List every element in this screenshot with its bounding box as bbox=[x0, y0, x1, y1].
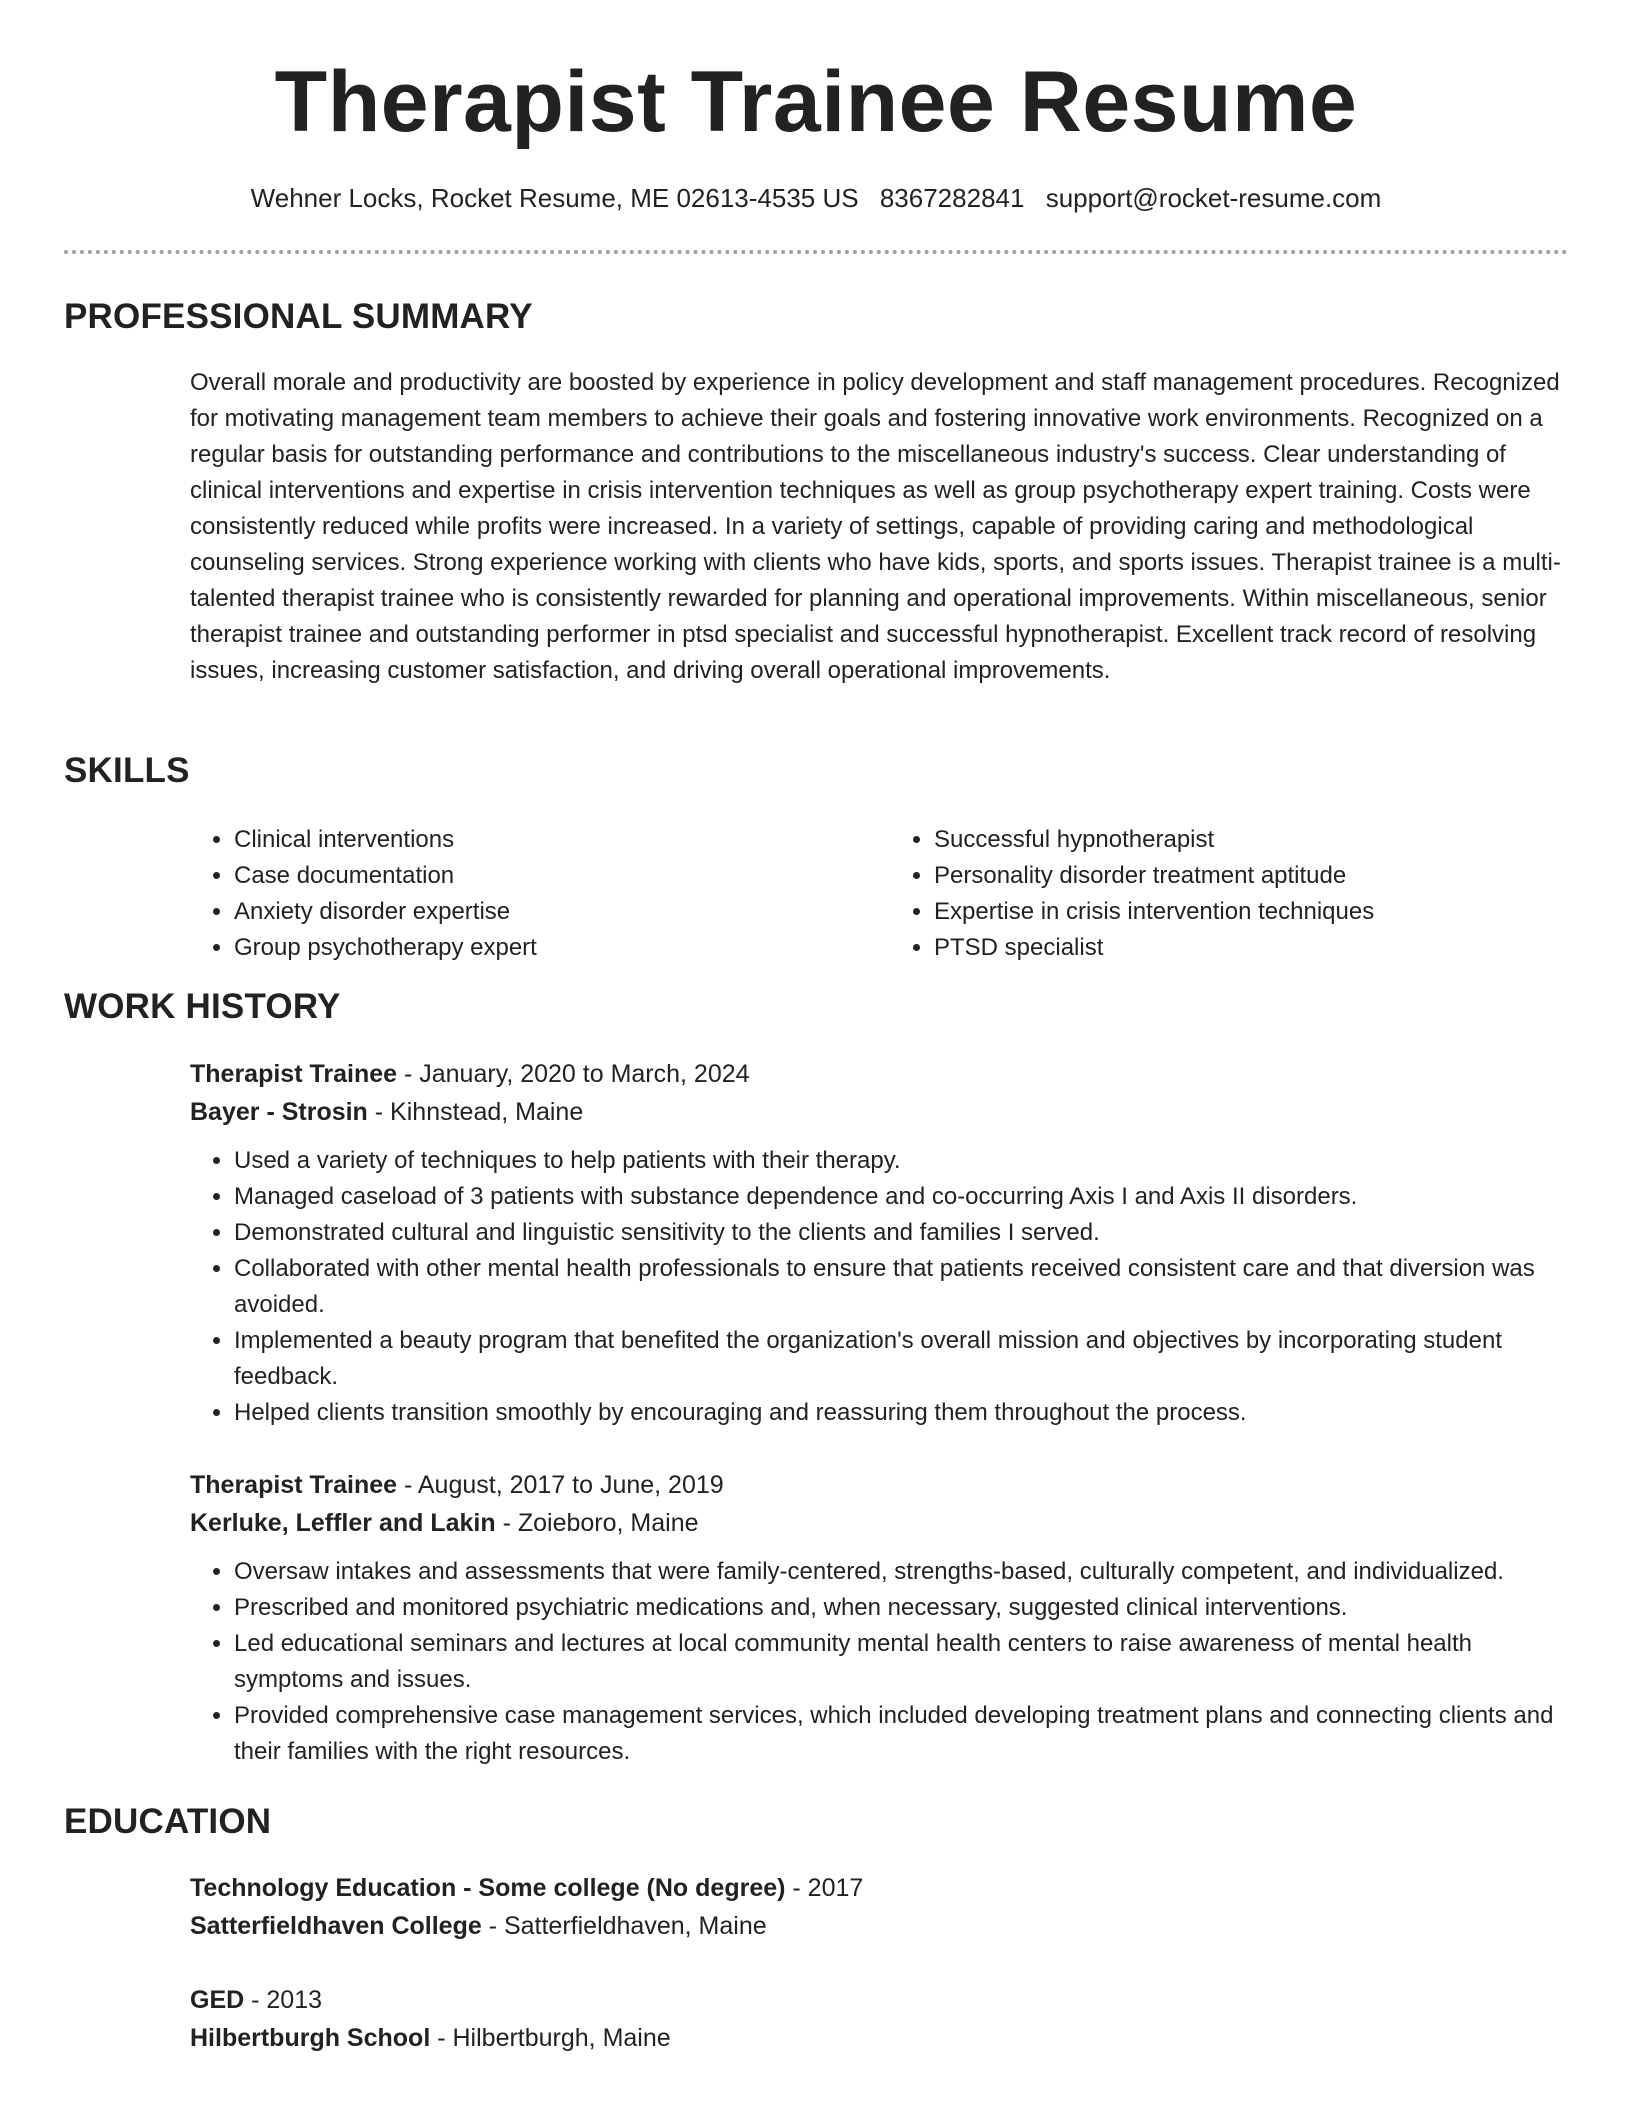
education-school: Hilbertburgh School bbox=[190, 2024, 431, 2052]
skills-column-left bbox=[190, 822, 870, 966]
work-bullet: • Helped clients transition smoothly by encouraging and reassuring them throughout the process. bbox=[234, 1395, 1570, 1431]
work-entry bbox=[190, 1055, 1570, 1431]
summary-heading: PROFESSIONAL SUMMARY bbox=[64, 297, 533, 336]
work-location: - Zoieboro, Maine bbox=[495, 1509, 699, 1537]
contact-address: Wehner Locks, Rocket Resume, ME 02613-4535 US bbox=[250, 183, 859, 213]
education-degree-line bbox=[190, 1981, 1570, 2019]
work-bullet: • Provided comprehensive case management services, which included developing treatment plans and connecting clients and their families with the right resources. bbox=[234, 1698, 1570, 1770]
contact-line bbox=[0, 181, 1632, 215]
work-bullet: • Demonstrated cultural and linguistic sensitivity to the clients and families I served. bbox=[234, 1215, 1570, 1251]
work-role-line bbox=[190, 1055, 1570, 1093]
skill-item: • Personality disorder treatment aptitude bbox=[934, 858, 1570, 894]
work-bullet: • Oversaw intakes and assessments that were family-centered, strengths-based, culturally competent, and individualized. bbox=[234, 1554, 1570, 1590]
education-school: Satterfieldhaven College bbox=[190, 1912, 482, 1940]
skill-item: • Clinical interventions bbox=[234, 822, 870, 858]
work-bullet: • Implemented a beauty program that benefited the organization's overall mission and objectives by incorporating student feedback. bbox=[234, 1323, 1570, 1395]
work-bullet: • Managed caseload of 3 patients with substance dependence and co-occurring Axis I and Axis II disorders. bbox=[234, 1179, 1570, 1215]
summary-text: Overall morale and productivity are boosted by experience in policy development and staff management procedures. Recognized for motivating management team members to achieve their goals and fostering innovative work environments. Recognized on a regular basis for outstanding performance and contributions to the miscellaneous industry's success. Clear understanding of clinical interventions and expertise in crisis intervention techniques as well as group psychotherapy expert training. Costs were consistently reduced while profits were increased. In a variety of settings, capable of providing caring and methodological counseling services. Strong experience working with clients who have kids, sports, and sports issues. Therapist trainee is a multi-talented therapist trainee who is consistently rewarded for planning and operational improvements. Within miscellaneous, senior therapist trainee and outstanding performer in ptsd specialist and successful hypnotherapist. Excellent track record of resolving issues, increasing customer satisfaction, and driving overall operational improvements. bbox=[190, 369, 1561, 684]
resume-title: Therapist Trainee Resume bbox=[274, 54, 1358, 150]
work-dates: - January, 2020 to March, 2024 bbox=[397, 1060, 750, 1088]
contact-email: support@rocket-resume.com bbox=[1045, 183, 1382, 213]
skill-item: • Anxiety disorder expertise bbox=[234, 894, 870, 930]
work-bullet: • Led educational seminars and lectures at local community mental health centers to raise awareness of mental health symptoms and issues. bbox=[234, 1626, 1570, 1698]
work-org-line bbox=[190, 1504, 1570, 1542]
work-bullets bbox=[190, 1143, 1570, 1431]
education-school-line bbox=[190, 1907, 1570, 1945]
work-company: Kerluke, Leffler and Lakin bbox=[190, 1509, 496, 1537]
work-location: - Kihnstead, Maine bbox=[367, 1098, 584, 1126]
work-heading: WORK HISTORY bbox=[64, 987, 341, 1026]
education-entry bbox=[190, 1869, 1570, 1945]
education-location: - Hilbertburgh, Maine bbox=[430, 2024, 671, 2052]
work-title: Therapist Trainee bbox=[190, 1471, 398, 1499]
skill-item: • PTSD specialist bbox=[934, 930, 1570, 966]
work-bullet: • Used a variety of techniques to help patients with their therapy. bbox=[234, 1143, 1570, 1179]
skills-heading: SKILLS bbox=[64, 751, 190, 790]
skill-item: • Group psychotherapy expert bbox=[234, 930, 870, 966]
education-entry bbox=[190, 1981, 1570, 2057]
contact-phone: 8367282841 bbox=[879, 183, 1025, 213]
work-org-line bbox=[190, 1093, 1570, 1131]
education-degree-line bbox=[190, 1869, 1570, 1907]
work-bullet: • Collaborated with other mental health professionals to ensure that patients received consistent care and that diversion was avoided. bbox=[234, 1251, 1570, 1323]
header-divider bbox=[64, 250, 1568, 254]
education-school-line bbox=[190, 2019, 1570, 2057]
skill-item: • Case documentation bbox=[234, 858, 870, 894]
education-year: - 2017 bbox=[785, 1874, 864, 1902]
education-degree: GED bbox=[190, 1986, 245, 2014]
skills-list bbox=[190, 822, 1570, 966]
work-role-line bbox=[190, 1466, 1570, 1504]
work-company: Bayer - Strosin bbox=[190, 1098, 368, 1126]
work-bullet: • Prescribed and monitored psychiatric medications and, when necessary, suggested clinical interventions. bbox=[234, 1590, 1570, 1626]
education-location: - Satterfieldhaven, Maine bbox=[481, 1912, 767, 1940]
skill-item: • Successful hypnotherapist bbox=[934, 822, 1570, 858]
work-bullets bbox=[190, 1554, 1570, 1770]
work-dates: - August, 2017 to June, 2019 bbox=[397, 1471, 724, 1499]
work-entry bbox=[190, 1466, 1570, 1770]
skill-item: • Expertise in crisis intervention techniques bbox=[934, 894, 1570, 930]
education-year: - 2013 bbox=[244, 1986, 323, 2014]
skills-column-right bbox=[890, 822, 1570, 966]
work-title: Therapist Trainee bbox=[190, 1060, 398, 1088]
education-degree: Technology Education - Some college (No degree) bbox=[190, 1874, 786, 1902]
education-heading: EDUCATION bbox=[64, 1802, 272, 1841]
